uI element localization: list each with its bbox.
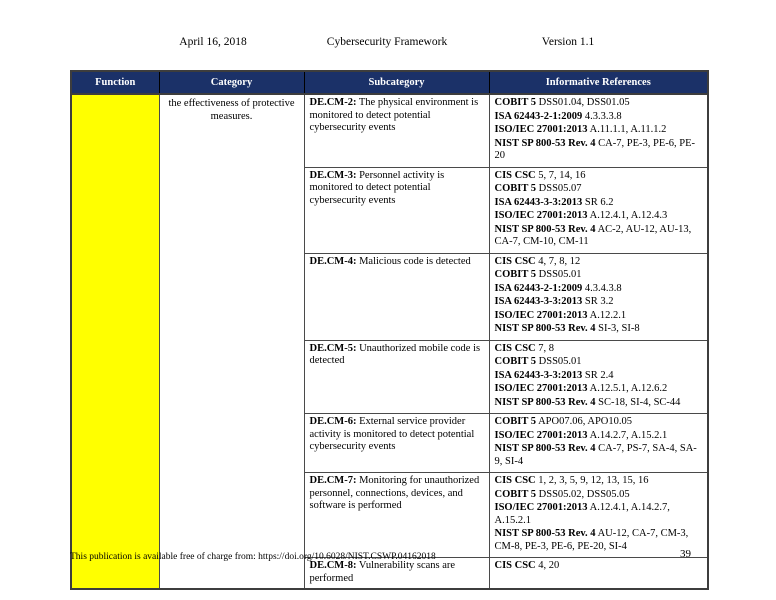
reference-item (495, 323, 703, 336)
reference-item (495, 296, 703, 309)
reference-item (495, 124, 703, 137)
reference-citation: 5, 7, 14, 16 (538, 169, 586, 181)
subcategory-code: DE.CM-6: (309, 416, 357, 427)
reference-citation: SR 2.4 (584, 369, 614, 381)
subcategory-code: DE.CM-8: (309, 560, 357, 571)
reference-citation: AC-2, AU-12, AU-13, CA-7, CM-10, CM-11 (494, 223, 692, 247)
table-row (71, 94, 708, 167)
reference-source: NIST SP 800-53 Rev. 4 (494, 137, 596, 149)
reference-citation: DSS05.02, DSS05.05 (538, 488, 630, 500)
reference-citation: DSS05.01 (538, 269, 582, 280)
reference-item (495, 370, 703, 383)
column-header-subcategory: Subcategory (304, 71, 489, 94)
reference-source: ISO/IEC 27001:2013 (494, 124, 588, 135)
reference-citation: 4, 20 (538, 560, 560, 571)
reference-source: ISO/IEC 27001:2013 (494, 210, 588, 221)
reference-item (495, 443, 703, 468)
informative-references-cell (489, 94, 708, 167)
subcategory-cell (304, 414, 489, 473)
reference-citation: A.12.2.1 (589, 309, 627, 321)
reference-source: ISA 62443-3-3:2013 (494, 296, 583, 307)
category-cell (159, 94, 304, 589)
subcategory-cell (304, 167, 489, 253)
reference-item (495, 224, 703, 249)
reference-item (495, 210, 703, 223)
reference-item (495, 397, 703, 410)
reference-citation: A.11.1.1, A.11.1.2 (589, 124, 667, 135)
reference-item (495, 138, 703, 163)
reference-source: COBIT 5 (494, 183, 537, 194)
subcategory-description: Malicious code is detected (359, 255, 471, 267)
reference-item (495, 416, 703, 429)
reference-source: NIST SP 800-53 Rev. 4 (494, 443, 596, 454)
reference-citation: A.12.4.1, A.12.4.3 (589, 210, 668, 221)
reference-citation: A.12.4.1, A.14.2.7, A.15.2.1 (494, 502, 670, 526)
subcategory-code: DE.CM-7: (309, 475, 357, 486)
subcategory-code: DE.CM-2: (309, 97, 357, 108)
reference-citation: A.14.2.7, A.15.2.1 (589, 429, 668, 441)
page-number: 39 (680, 548, 691, 560)
reference-source: ISO/IEC 27001:2013 (494, 309, 588, 321)
subcategory-code: DE.CM-4: (309, 255, 357, 267)
reference-item (495, 383, 703, 396)
column-header-function: Function (71, 71, 159, 94)
reference-source: ISO/IEC 27001:2013 (494, 502, 588, 513)
reference-citation: SC-18, SI-4, SC-44 (598, 396, 681, 408)
document-date: April 16, 2018 (179, 36, 247, 48)
reference-source: COBIT 5 (494, 488, 537, 500)
informative-references-cell (489, 558, 708, 590)
reference-source: CIS CSC (494, 560, 536, 571)
reference-item (495, 430, 703, 443)
reference-item (495, 197, 703, 210)
reference-item (495, 183, 703, 196)
function-cell (71, 94, 159, 589)
subcategory-cell (304, 94, 489, 167)
subcategory-description: External service provider activity is monitored to detect potential cybersecurity events (309, 416, 475, 452)
reference-citation: DSS05.01 (538, 356, 582, 367)
table-header-row (71, 71, 708, 94)
reference-citation: DSS01.04, DSS01.05 (538, 97, 630, 108)
reference-source: NIST SP 800-53 Rev. 4 (494, 323, 596, 334)
subcategory-description: Vulnerability scans are performed (309, 560, 456, 584)
reference-item (495, 256, 703, 269)
reference-item (495, 97, 703, 110)
informative-references-cell (489, 473, 708, 558)
document-title: Cybersecurity Framework (326, 36, 448, 48)
reference-citation: SR 6.2 (584, 196, 614, 208)
subcategory-cell (304, 473, 489, 558)
reference-citation: 4.3.4.3.8 (584, 282, 622, 294)
subcategory-cell (304, 340, 489, 414)
reference-source: ISA 62443-3-3:2013 (494, 196, 583, 208)
reference-item (495, 502, 703, 527)
informative-references-cell (489, 253, 708, 340)
subcategory-description: The physical environment is monitored to detect potential cybersecurity events (309, 97, 479, 133)
reference-citation: A.12.5.1, A.12.6.2 (589, 383, 668, 394)
reference-item (495, 170, 703, 183)
reference-item (495, 489, 703, 502)
reference-source: CIS CSC (494, 255, 536, 267)
reference-citation: 4, 7, 8, 12 (538, 255, 581, 267)
subcategory-cell (304, 253, 489, 340)
reference-item (495, 310, 703, 323)
footer-availability: This publication is available free of charge from: https://doi.org/10.6028/NIST.CSWP.04162018 (70, 552, 436, 562)
reference-source: ISO/IEC 27001:2013 (494, 429, 588, 441)
reference-citation: SR 3.2 (584, 296, 614, 307)
reference-source: NIST SP 800-53 Rev. 4 (494, 528, 596, 539)
subcategory-code: DE.CM-5: (309, 342, 357, 354)
reference-item (495, 343, 703, 356)
reference-item (495, 283, 703, 296)
reference-citation: CA-7, PS-7, SA-4, SA-9, SI-4 (494, 443, 697, 467)
informative-references-cell (489, 414, 708, 473)
reference-source: ISA 62443-2-1:2009 (494, 110, 583, 122)
reference-source: ISA 62443-3-3:2013 (494, 369, 583, 381)
reference-source: CIS CSC (494, 342, 536, 354)
reference-citation: 7, 8 (538, 342, 555, 354)
subcategory-description: Unauthorized mobile code is detected (309, 342, 481, 366)
reference-source: COBIT 5 (494, 416, 537, 427)
reference-citation: APO07.06, APO10.05 (538, 416, 633, 427)
column-header-informative-references: Informative References (489, 71, 708, 94)
subcategory-code: DE.CM-3: (309, 169, 357, 181)
reference-source: CIS CSC (494, 169, 536, 181)
reference-source: ISA 62443-2-1:2009 (494, 282, 583, 294)
reference-citation: DSS05.07 (538, 183, 582, 194)
reference-source: COBIT 5 (494, 269, 537, 280)
reference-source: CIS CSC (494, 475, 536, 486)
informative-references-cell (489, 340, 708, 414)
informative-references-cell (489, 167, 708, 253)
reference-citation: CA-7, PE-3, PE-6, PE-20 (494, 137, 696, 161)
reference-item (495, 560, 703, 573)
reference-item (495, 528, 703, 553)
reference-item (495, 475, 703, 488)
reference-source: NIST SP 800-53 Rev. 4 (494, 223, 596, 235)
reference-source: COBIT 5 (494, 97, 537, 108)
document-version: Version 1.1 (541, 36, 595, 48)
column-header-category: Category (159, 71, 304, 94)
category-text: the effectiveness of protective measures. (168, 98, 295, 122)
reference-item (495, 356, 703, 369)
reference-source: ISO/IEC 27001:2013 (494, 383, 588, 394)
subcategory-cell (304, 558, 489, 590)
framework-table (70, 70, 709, 590)
reference-citation: 1, 2, 3, 5, 9, 12, 13, 15, 16 (538, 475, 649, 486)
reference-item (495, 111, 703, 124)
reference-source: NIST SP 800-53 Rev. 4 (494, 396, 596, 408)
reference-item (495, 269, 703, 282)
reference-citation: 4.3.3.3.8 (584, 110, 622, 122)
reference-citation: SI-3, SI-8 (598, 323, 640, 334)
reference-source: COBIT 5 (494, 356, 537, 367)
reference-citation: AU-12, CA-7, CM-3, CM-8, PE-3, PE-6, PE-20, SI-4 (494, 528, 689, 552)
subcategory-description: Monitoring for unauthorized personnel, connections, devices, and software is performed (309, 475, 480, 511)
subcategory-description: Personnel activity is monitored to detect potential cybersecurity events (309, 169, 445, 206)
